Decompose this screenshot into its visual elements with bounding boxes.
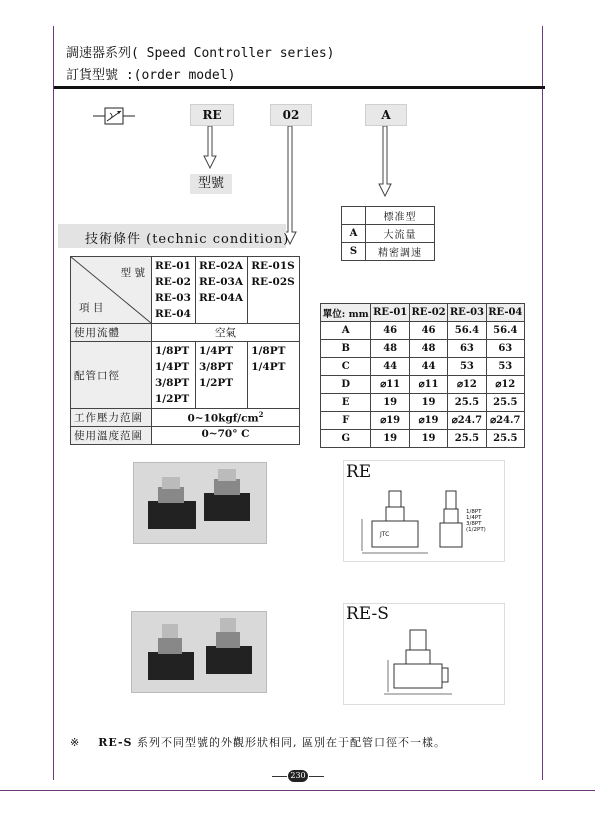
page-number: 230 <box>288 770 308 782</box>
column-header: RE-03 <box>448 304 486 322</box>
temp-value: 0~70° C <box>152 427 300 445</box>
valve-photo-icon <box>134 463 266 543</box>
valve-photo-icon <box>132 612 266 692</box>
row-label: 配管口徑 <box>71 342 152 409</box>
row-label: B <box>321 340 371 358</box>
corner-item-label: 項 目 <box>79 302 104 314</box>
corner-model-label: 型 號 <box>120 267 145 279</box>
row-label: 使用溫度范圍 <box>71 427 152 445</box>
table-cell: 53 <box>486 358 524 376</box>
row-label: C <box>321 358 371 376</box>
product-photo-re-s <box>131 611 267 693</box>
table-row <box>342 225 435 243</box>
table-row <box>71 342 300 409</box>
port-callout-text: 3/8PT <box>466 521 482 527</box>
footnote <box>70 734 446 750</box>
table-cell: 53 <box>448 358 486 376</box>
option-key <box>342 207 366 225</box>
port-size: 1/4PT <box>155 361 190 373</box>
table-row <box>71 409 300 427</box>
option-key: A <box>342 225 366 243</box>
port-size: 1/8PT <box>251 345 286 357</box>
table-cell: ⌀19 <box>371 412 409 430</box>
model-code: RE-04A <box>198 292 243 304</box>
table-row <box>321 358 525 376</box>
model-cell <box>195 257 247 324</box>
table-cell: 19 <box>371 430 409 448</box>
table-row <box>321 394 525 412</box>
table-cell: ⌀11 <box>371 376 409 394</box>
drawing-label-re-s: RE-S <box>346 604 389 624</box>
page-number-rule <box>272 776 287 777</box>
port-callout-text: 1/8PT <box>466 509 482 515</box>
model-code: RE-02S <box>251 276 295 288</box>
row-label: A <box>321 322 371 340</box>
model-code: RE-02A <box>198 260 243 272</box>
column-header: RE-02 <box>409 304 447 322</box>
pressure-value <box>152 409 300 427</box>
table-cell: ⌀12 <box>486 376 524 394</box>
page-number-rule <box>309 776 324 777</box>
row-label: F <box>321 412 371 430</box>
option-value: 精密調速 <box>366 243 435 261</box>
option-value: 標准型 <box>366 207 435 225</box>
table-cell: 25.5 <box>448 430 486 448</box>
table-cell: 46 <box>371 322 409 340</box>
footnote-mark: ※ <box>70 736 81 749</box>
table-cell: ⌀24.7 <box>486 412 524 430</box>
arrow-down-icon <box>203 126 217 170</box>
table-cell: 63 <box>486 340 524 358</box>
row-label: G <box>321 430 371 448</box>
table-cell: ⌀11 <box>409 376 447 394</box>
table-row <box>71 427 300 445</box>
port-callout-text: (1/2PT) <box>466 527 486 533</box>
corner-cell <box>71 257 152 324</box>
model-code: RE-01S <box>251 260 295 272</box>
column-header: RE-01 <box>371 304 409 322</box>
brand-mark: JTC <box>380 531 390 538</box>
table-row <box>321 376 525 394</box>
option-key: S <box>342 243 366 261</box>
table-row <box>71 324 300 342</box>
table-cell: ⌀24.7 <box>448 412 486 430</box>
table-cell: 25.5 <box>448 394 486 412</box>
port-callout <box>466 509 486 533</box>
code-size: 02 <box>270 104 312 126</box>
model-code: RE-04 <box>155 308 191 320</box>
port-size: 1/8PT <box>155 345 190 357</box>
model-code: RE-03A <box>198 276 243 288</box>
code-series: RE <box>190 104 234 126</box>
table-cell: 48 <box>371 340 409 358</box>
table-cell: 46 <box>409 322 447 340</box>
page-number-group <box>272 770 324 782</box>
port-cell <box>248 342 300 409</box>
port-callout-text: 1/4PT <box>466 515 482 521</box>
table-cell: 56.4 <box>486 322 524 340</box>
port-size: 3/8PT <box>198 361 234 373</box>
port-size: 1/2PT <box>198 377 234 389</box>
section-title: 技術條件 (technic condition) <box>85 232 290 247</box>
port-size: 1/4PT <box>251 361 286 373</box>
port-cell <box>195 342 247 409</box>
table-row <box>342 243 435 261</box>
flow-control-valve-icon <box>93 106 135 126</box>
model-cell <box>152 257 196 324</box>
table-cell: 63 <box>448 340 486 358</box>
table-cell: 25.5 <box>486 430 524 448</box>
row-label: E <box>321 394 371 412</box>
bottom-rule <box>0 790 595 791</box>
table-cell: 44 <box>371 358 409 376</box>
page-subtitle: 訂貨型號 :(order model) <box>66 68 236 83</box>
model-code: RE-03 <box>155 292 191 304</box>
table-cell: 56.4 <box>448 322 486 340</box>
dimension-table <box>320 303 525 448</box>
option-table <box>341 206 435 261</box>
table-row <box>321 430 525 448</box>
column-header: RE-04 <box>486 304 524 322</box>
model-code: RE-01 <box>155 260 191 272</box>
pressure-text: 0~10kgf/cm <box>187 412 259 425</box>
table-cell: 48 <box>409 340 447 358</box>
table-row <box>342 207 435 225</box>
code-option: A <box>365 104 407 126</box>
row-label: 使用流體 <box>71 324 152 342</box>
port-size: 3/8PT <box>155 377 190 389</box>
model-cell <box>248 257 300 324</box>
title-divider <box>54 86 545 89</box>
table-cell: 19 <box>371 394 409 412</box>
table-row <box>321 412 525 430</box>
table-cell: ⌀19 <box>409 412 447 430</box>
table-row <box>321 340 525 358</box>
model-label: 型號 <box>190 174 232 194</box>
table-row <box>71 257 300 324</box>
table-cell: 25.5 <box>486 394 524 412</box>
row-label: 工作壓力范圍 <box>71 409 152 427</box>
unit-header: 單位: mm <box>321 304 371 322</box>
page-title: 調速器系列( Speed Controller series) <box>66 46 335 61</box>
port-cell <box>152 342 196 409</box>
table-header-row <box>321 304 525 322</box>
port-size: 1/4PT <box>198 345 234 357</box>
model-code: RE-02 <box>155 276 191 288</box>
table-row <box>321 322 525 340</box>
table-cell: 19 <box>409 394 447 412</box>
table-cell: 44 <box>409 358 447 376</box>
row-label: D <box>321 376 371 394</box>
drawing-label-re: RE <box>346 462 372 482</box>
option-value: 大流量 <box>366 225 435 243</box>
port-size: 1/2PT <box>155 393 190 405</box>
product-photo-re <box>133 462 267 544</box>
table-cell: 19 <box>409 430 447 448</box>
footnote-text: 系列不同型號的外觀形狀相同, 區別在于配管口徑不一樣。 <box>136 736 446 749</box>
pressure-unit-sup: 2 <box>258 410 264 419</box>
tech-table <box>70 256 300 445</box>
arrow-down-icon <box>378 126 392 198</box>
table-cell: ⌀12 <box>448 376 486 394</box>
fluid-value: 空氣 <box>152 324 300 342</box>
footnote-model: RE-S <box>98 736 133 749</box>
